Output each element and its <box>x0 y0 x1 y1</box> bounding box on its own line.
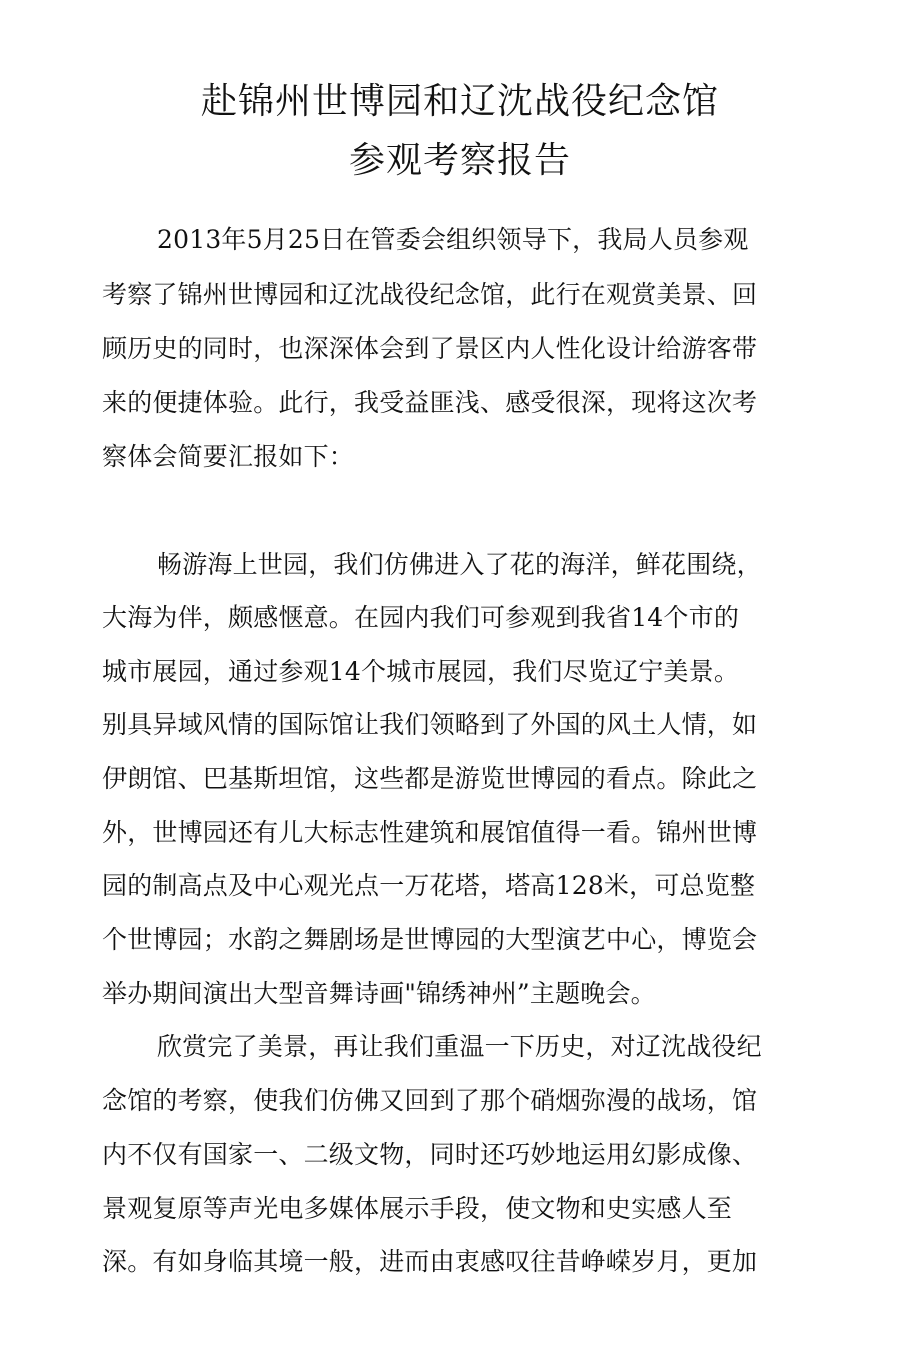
paragraph-line: 畅游海上世园，我们仿佛进入了花的海洋，鲜花围绕， <box>157 550 762 579</box>
document-title-line-2: 参观考察报告 <box>348 140 571 181</box>
paragraph-line: 察体会简要汇报如下： <box>102 442 355 471</box>
paragraph-line: 举办期间演出大型音舞诗画"锦绣神州”主题晚会。 <box>102 979 656 1008</box>
paragraph-line: 别具异域风情的国际馆让我们领略到了外国的风土人情，如 <box>102 710 758 739</box>
paragraph-line: 大海为伴，颇感惬意。在园内我们可参观到我省14个市的 <box>102 603 740 632</box>
paragraph-line: 深。有如身临其境一般，进而由衷感叹往昔峥嵘岁月，更加 <box>102 1247 758 1276</box>
paragraph-line: 顾历史的同时，也深深体会到了景区内人性化设计给游客带 <box>102 334 758 363</box>
paragraph-line: 城市展园，通过参观14个城市展园，我们尽览辽宁美景。 <box>102 657 740 686</box>
paragraph-line: 园的制高点及中心观光点一万花塔，塔高128米，可总览整 <box>102 871 756 900</box>
paragraph-line: 内不仅有国家一、二级文物，同时还巧妙地运用幻影成像、 <box>102 1140 758 1169</box>
paragraph-line: 2013年5月25日在管委会组织领导下，我局人员参观 <box>157 225 749 254</box>
document-title-line-1: 赴锦州世博园和辽沈战役纪念馆 <box>200 81 719 122</box>
paragraph-line: 考察了锦州世博园和辽沈战役纪念馆，此行在观赏美景、回 <box>102 280 758 309</box>
paragraph-line: 念馆的考察，使我们仿佛又回到了那个硝烟弥漫的战场，馆 <box>102 1086 758 1115</box>
paragraph-line: 外，世博园还有儿大标志性建筑和展馆值得一看。锦州世博 <box>102 818 758 847</box>
paragraph-line: 个世博园；水韵之舞剧场是世博园的大型演艺中心，博览会 <box>102 925 758 954</box>
paragraph-line: 伊朗馆、巴基斯坦馆，这些都是游览世博园的看点。除此之 <box>102 764 758 793</box>
paragraph-line: 来的便捷体验。此行，我受益匪浅、感受很深，现将这次考 <box>102 388 758 417</box>
paragraph-line: 欣赏完了美景，再让我们重温一下历史，对辽沈战役纪 <box>157 1032 762 1061</box>
paragraph-line: 景观复原等声光电多媒体展示手段，使文物和史实感人至 <box>102 1194 733 1223</box>
